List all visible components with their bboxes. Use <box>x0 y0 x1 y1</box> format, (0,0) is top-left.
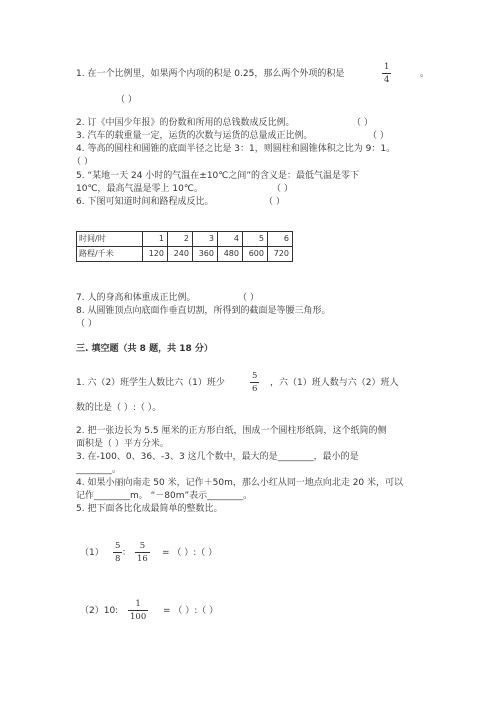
fraction-bar <box>250 382 259 383</box>
fill-q1-text: 1. 六（2）班学生人数比六（1）班少 <box>76 378 225 388</box>
fraction-denominator: 100 <box>130 612 147 622</box>
table-row <box>77 247 293 262</box>
fraction-bar <box>382 73 391 74</box>
judge-q8-answer-paren[interactable]: （ ） <box>76 319 97 329</box>
fill-q2-text-line1: 2. 把一张边长为 5.5 厘米的正方形白纸，围成一个圆柱形纸筒，这个纸筒的侧 <box>76 426 387 436</box>
ratio-1-answer[interactable]: = （ ）:（ ） <box>162 548 218 558</box>
ratio-1-label: （1） <box>80 548 104 558</box>
fill-q2-text-line2: 面积是（ ）平方分米。 <box>76 439 169 449</box>
judge-q5-text-line1: 5. “某地一天 24 小时的气温在±10℃之间”的含义是：最低气温是零下 <box>76 171 360 181</box>
fill-q4-text-line1: 4. 如果小丽向南走 50 米，记作＋50m，那么小红从同一地点向北走 20 米，可以 <box>76 478 404 488</box>
fraction-bar <box>135 552 150 553</box>
ratio-2-answer[interactable]: = （ ）:（ ） <box>163 606 219 616</box>
judge-q5-answer-paren[interactable]: （ ） <box>272 184 293 194</box>
table-cell: 3 <box>193 232 218 247</box>
table-row-label: 路程/千米 <box>77 247 143 262</box>
ratio-1-colon: ： <box>122 548 132 558</box>
fraction-numerator: 1 <box>384 62 390 72</box>
table-cell: 1 <box>143 232 168 247</box>
ratio-1-fraction-a <box>113 541 122 564</box>
judge-q8-text: 8. 从圆锥顶点向底面作垂直切割，所得到的截面是等腰三角形。 <box>76 306 331 316</box>
table-cell: 600 <box>243 247 268 262</box>
judge-q5-text-line2: 10℃，最高气温是零上 10℃。 <box>76 184 203 194</box>
fill-q1-text-continued: ，六（1）班人数与六（2）班人 <box>270 378 399 388</box>
judge-q1-period: 。 <box>420 69 430 79</box>
fraction-numerator: 5 <box>115 541 121 551</box>
fill-q1-fraction <box>250 371 259 394</box>
judge-q2-text: 2. 订《中国少年报》的份数和所用的总钱数成反比例。 <box>76 118 295 128</box>
fraction-denominator: 6 <box>252 384 258 394</box>
fraction-numerator: 1 <box>135 599 141 609</box>
table-cell: 240 <box>168 247 193 262</box>
judge-q6-text: 6. 下图可知道时间和路程成反比。 <box>76 197 214 207</box>
fill-q3-text-line2: ________。 <box>76 465 122 475</box>
judge-q4-answer-paren[interactable]: （ ） <box>72 157 93 167</box>
ratio-2-label: （2）10: <box>80 606 119 616</box>
fraction-numerator: 5 <box>252 371 258 381</box>
fill-q5-text: 5. 把下面各比化成最简单的整数比。 <box>76 504 223 514</box>
judge-q7-answer-paren[interactable]: （ ） <box>238 293 259 303</box>
fill-q3-text-line1: 3. 在-100、0、36、-3、3 这几个数中，最大的是________，最小的是 <box>76 452 359 462</box>
fill-q1-text-line2: 数的比是（ ）:（ ）。 <box>76 403 162 413</box>
table-row <box>77 232 293 247</box>
table-cell: 720 <box>268 247 293 262</box>
judge-q1-fraction <box>382 62 391 85</box>
fraction-bar <box>113 552 122 553</box>
judge-q6-answer-paren[interactable]: （ ） <box>264 197 285 207</box>
fraction-bar <box>128 610 148 611</box>
table-row-label: 时间/时 <box>77 232 143 247</box>
table-cell: 480 <box>218 247 243 262</box>
fraction-denominator: 8 <box>115 554 121 564</box>
ratio-2-fraction <box>128 599 148 622</box>
section-title: 三. 填空题（共 8 题，共 18 分） <box>76 344 213 354</box>
fraction-denominator: 4 <box>384 75 390 85</box>
time-distance-table <box>76 231 293 262</box>
fill-q4-text-line2: 记作________m。 “－80m”表示________。 <box>76 491 253 501</box>
fraction-numerator: 5 <box>139 541 146 551</box>
judge-q7-text: 7. 人的身高和体重成正比例。 <box>76 293 196 303</box>
judge-q3-text: 3. 汽车的载重量一定，运货的次数与运货的总量成正比例。 <box>76 131 313 141</box>
table-cell: 5 <box>243 232 268 247</box>
judge-q2-answer-paren[interactable]: （ ） <box>352 118 373 128</box>
judge-q1-answer-paren[interactable]: （ ） <box>116 95 137 105</box>
table-cell: 6 <box>268 232 293 247</box>
table-cell: 4 <box>218 232 243 247</box>
table-cell: 2 <box>168 232 193 247</box>
ratio-1-fraction-b <box>135 541 150 564</box>
fraction-denominator: 16 <box>137 554 148 564</box>
table-cell: 360 <box>193 247 218 262</box>
table-cell: 120 <box>143 247 168 262</box>
judge-q3-answer-paren[interactable]: （ ） <box>368 131 389 141</box>
judge-q4-text: 4. 等高的圆柱和圆锥的底面半径之比是 3：1，则圆柱和圆锥体积之比为 9：1。 <box>76 144 396 154</box>
judge-q1-text: 1. 在一个比例里，如果两个内项的积是 0.25，那么两个外项的积是 <box>76 69 345 79</box>
